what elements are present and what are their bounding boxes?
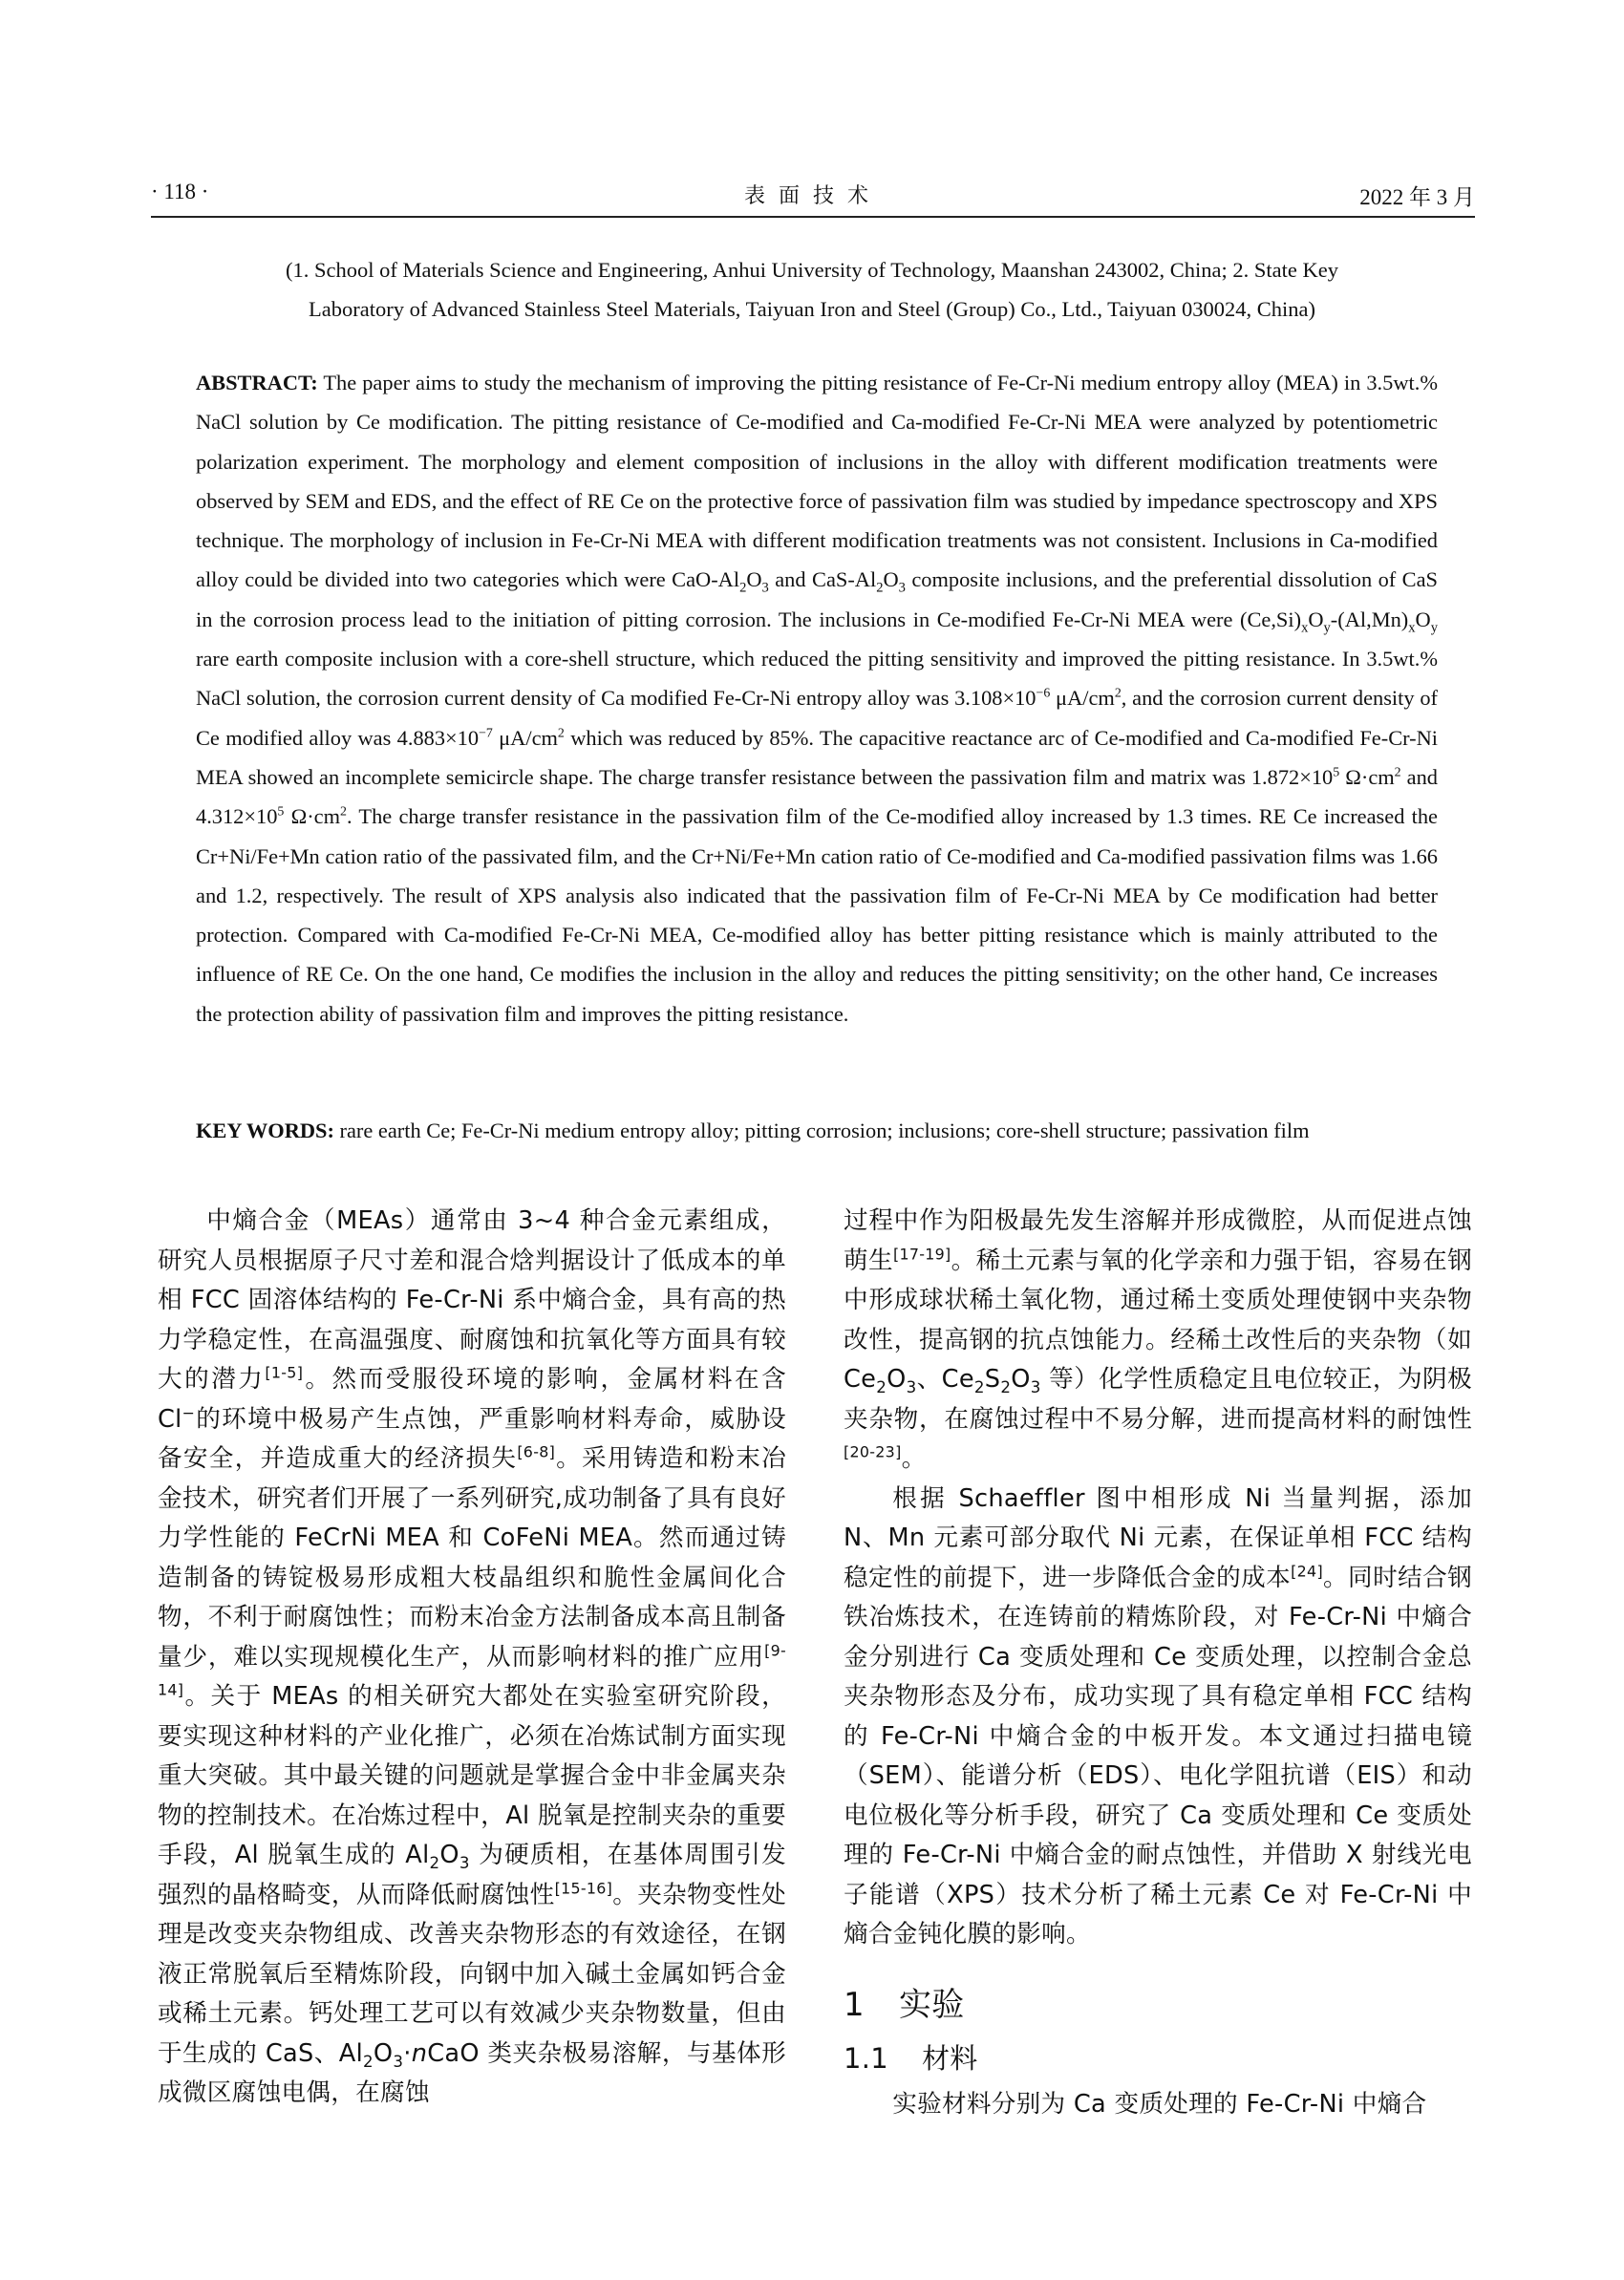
body-text: 。稀土元素与氧的化学亲和力强于铝，容易在钢中形成球状稀土氧化物，通过稀土变质处理使钢中夹杂物改性，提高钢的抗点蚀能力。经稀土改性后的夹杂物（如 Ce [844,1246,1472,1394]
citation: [17-19] [892,1244,951,1263]
abstract-text: μA/cm [1050,686,1115,711]
superscript: 5 [277,804,285,820]
superscript: 2 [1394,765,1401,780]
abstract-text: μA/cm [492,725,558,750]
body-text: O [887,1365,907,1394]
superscript: 2 [557,726,565,741]
subscript: y [1430,620,1438,636]
body-text: 中熵合金（MEAs）通常由 3~4 种合金元素组成，研究人员根据原子尺寸差和混合焓判据设计了低成本的单相 FCC 固溶体结构的 Fe-Cr-Ni 系中熵合金，具有高的热力学稳定性，在高温强度、耐腐蚀和抗氧化等方面具有较大的潜力 [158,1206,786,1394]
citation: [24] [1291,1561,1323,1580]
abstract-text: . The charge transfer resistance in the passivation film of the Ce-modified alloy increased by 1.3 times. RE Ce increased the Cr+Ni/Fe+Mn cation ratio of the passivated film, and the Cr+Ni/Fe+Mn cation ratio of Ce-modified and Ca-modified passivation films was 1.66 and 1.2, respectively. The result of XPS analysis also indicated that the passivation film of Fe-Cr-Ni MEA by Ce modification had better protection. Compared with Ca-modified Fe-Cr-Ni MEA, Ce-modified alloy has better pitting resistance which is mainly attributed to the influence of RE Ce. On the one hand, Ce modifies the inclusion in the alloy and reduces the pitting sensitivity; on the other hand, Ce increases the protection ability of passivation film and improves the pitting resistance. [196,804,1438,1026]
body-text: 。夹杂物变性处理是改变夹杂物组成、改善夹杂物形态的有效途径，在钢液正常脱氧后至精炼阶段，向钢中加入碱土金属如钙合金或稀土元素。钙处理工艺可以有效减少夹杂物数量，但由于生成的 CaS、Al [158,1880,786,2068]
subscript: 3 [898,580,906,596]
body-text: 、Ce [916,1365,974,1394]
citation: [9-14] [158,1640,786,1699]
abstract-text: which was reduced by 85%. The capacitive reactance arc of Ce-modified and Ca-modified Fe-Cr-Ni MEA showed an incomplete semicircle shape. The charge transfer resistance between the passivation film and matrix was 1.872×10 [196,725,1438,789]
abstract-text: rare earth composite inclusion with a core-shell structure, which reduced the pitting sensitivity and improved the pitting resistance. In 3.5wt.% NaCl solution, the corrosion current density of Ca modified Fe-Cr-Ni entropy alloy was 3.108×10 [196,647,1438,711]
subscript: 3 [906,1378,917,1397]
section-heading-1 [844,1980,1472,2030]
abstract-text: and 4.312×10 [196,764,1438,829]
superscript: 5 [1333,765,1340,780]
subscript: 3 [393,2052,404,2071]
abstract-text: The paper aims to study the mechanism of improving the pitting resistance of Fe-Cr-Ni medium entropy alloy (MEA) in 3.5wt.% NaCl solution by Ce modification. The pitting resistance of Ce-modified and Ca-modified Fe-Cr-Ni MEA were analyzed by potentiometric polarization experiment. The morphology and element composition of inclusions in the alloy with different modification treatments were observed by SEM and EDS, and the effect of RE Ce on the protective force of passivation film was studied by impedance spectroscopy and XPS technique. The morphology of inclusion in Fe-Cr-Ni MEA with different modification treatments was not consistent. Inclusions in Ca-modified alloy could be divided into two categories which were CaO-Al [196,371,1438,592]
subscript: 2 [876,1378,887,1397]
intro-paragraph-2 [844,1480,1472,1955]
intro-paragraph [158,1202,786,2114]
right-column [844,1202,1472,2124]
body-text: 。关于 MEAs 的相关研究大都处在实验室研究阶段，要实现这种材料的产业化推广，必须在冶炼试制方面实现重大突破。其中最关键的问题就是掌握合金中非金属夹杂物的控制技术。在冶炼过程中，Al 脱氧是控制夹杂的重要手段，Al 脱氧生成的 Al [158,1682,786,1869]
subscript: 2 [876,580,884,596]
body-text: 的环境中极易产生点蚀，严重影响材料寿命，威胁设备安全，并造成重大的经济损失 [158,1404,786,1473]
citation: [15-16] [554,1878,613,1897]
abstract-text: and CaS-Al [768,567,877,592]
abstract-label: ABSTRACT: [196,371,318,394]
page-number: · 118 · [151,180,209,203]
superscript: 2 [340,804,347,820]
abstract-text: Ω·cm [1339,764,1395,789]
body-text: 实验材料分别为 Ca 变质处理的 Fe-Cr-Ni 中熵合 [892,2089,1427,2119]
citation: [1-5] [265,1363,304,1382]
section-title: 实验 [899,1985,965,2024]
subscript: x [1408,620,1416,636]
section-number: 1 [844,1985,865,2024]
body-text: 。同时结合钢铁冶炼技术，在连铸前的精炼阶段，对 Fe-Cr-Ni 中熵合金分别进行 Ca 变质处理和 Ce 变质处理，以控制合金总夹杂物形态及分布，成功实现了具有稳定单相 FCC 结构的 Fe-Cr-Ni 中熵合金的中板开发。本文通过扫描电镜（SEM）、能谱分析（EDS）、电化学阻抗谱（EIS）和动电位极化等分析手段，研究了 Ca 变质处理和 Ce 变质处理的 Fe-Cr-Ni 中熵合金的耐点蚀性，并借助 X 射线光电子能谱（XPS）技术分析了稀土元素 Ce 对 Fe-Cr-Ni 中熵合金钝化膜的影响。 [844,1563,1472,1949]
abstract-text: -(Al,Mn) [1330,607,1409,631]
superscript: − [182,1402,196,1421]
body-text: O [439,1841,459,1869]
body-text: 。采用铸造和粉末冶金技术，研究者们开展了一系列研究,成功制备了具有良好力学性能的 FeCrNi MEA 和 CoFeNi MEA。然而通过铸造制备的铸锭极易形成粗大枝晶组织和脆性金属间化合物，不利于耐腐蚀性；而粉末冶金方法制备成本高且制备量少，难以实现规模化生产，从而影响材料的推广应用 [158,1444,787,1672]
body-text: S [984,1365,1001,1394]
abstract-text: , and the corrosion current density of Ce modified alloy was 4.883×10 [196,686,1438,750]
body-text: · [403,2038,412,2068]
superscript: −6 [1036,686,1051,701]
affiliation-line-2: Laboratory of Advanced Stainless Steel Materials, Taiyuan Iron and Steel (Group) Co., Ltd., Taiyuan 030024, China) [309,297,1315,321]
affiliation-line-1: (1. School of Materials Science and Engineering, Anhui University of Technology, Maanshan 243002, China; 2. State Key [286,258,1338,282]
italic-variable: n [411,2038,428,2068]
abstract-text: O [746,567,762,592]
left-column [158,1202,786,2114]
body-text: 。然而受服役环境的影响，金属材料在含 Cl [158,1365,786,1434]
subscript: 2 [363,2052,374,2071]
abstract-text: O [883,567,899,592]
superscript: −7 [479,726,493,741]
abstract-text: O [1308,607,1324,631]
running-header [151,180,1475,218]
subsection-number: 1.1 [844,2041,889,2075]
abstract-text: O [1415,607,1431,631]
subsection-heading-1-1 [844,2035,1472,2081]
citation: [6-8] [517,1442,556,1461]
subscript: 2 [1000,1378,1012,1397]
body-text: O [1011,1365,1031,1394]
keywords-label: KEY WORDS: [196,1119,334,1142]
subscript: 2 [429,1854,440,1873]
subscript: y [1323,620,1331,636]
subscript: 3 [761,580,769,596]
subsection-title: 材料 [922,2041,978,2075]
abstract [196,363,1438,1033]
abstract-text: Ω·cm [284,804,341,829]
superscript: 2 [1114,686,1122,701]
subscript: 2 [973,1378,985,1397]
intro-paragraph-continued [844,1202,1472,1480]
subscript: 2 [739,580,747,596]
citation: [20-23] [844,1442,902,1461]
materials-paragraph [844,2085,1472,2125]
body-text: 根据 Schaeffler 图中相形成 Ni 当量判据，添加 N、Mn 元素可部分取代 Ni 元素，在保证单相 FCC 结构稳定性的前提下，进一步降低合金的成本 [844,1483,1472,1592]
body-text: CaO 类夹杂极易溶解，与基体形成微区腐蚀电偶，在腐蚀 [158,2038,787,2107]
body-text: O [373,2038,394,2068]
subscript: x [1301,620,1309,636]
subscript: 3 [1030,1378,1041,1397]
keywords-text: rare earth Ce; Fe-Cr-Ni medium entropy alloy; pitting corrosion; inclusions; core-shell structure; passivation film [333,1119,1310,1142]
keywords [196,1111,1438,1150]
abstract-text: composite inclusions, and the preferential dissolution of CaS in the corrosion process lead to the initiation of pitting corrosion. The inclusions in Ce-modified Fe-Cr-Ni MEA were (Ce,Si) [196,567,1439,631]
body-text: 。 [901,1444,927,1473]
body-text: 等）化学性质稳定且电位较正，为阴极夹杂物，在腐蚀过程中不易分解，进而提高材料的耐蚀性 [844,1365,1472,1434]
body-text: 为硬质相，在基体周围引发强烈的晶格畸变，从而降低耐腐蚀性 [158,1841,786,1909]
body-text: 过程中作为阳极最先发生溶解并形成微腔，从而促进点蚀萌生 [844,1206,1472,1275]
issue-date: 2022 年 3 月 [1359,185,1475,209]
affiliation [196,250,1428,329]
subscript: 3 [459,1854,470,1873]
journal-name: 表面技术 [743,184,882,208]
